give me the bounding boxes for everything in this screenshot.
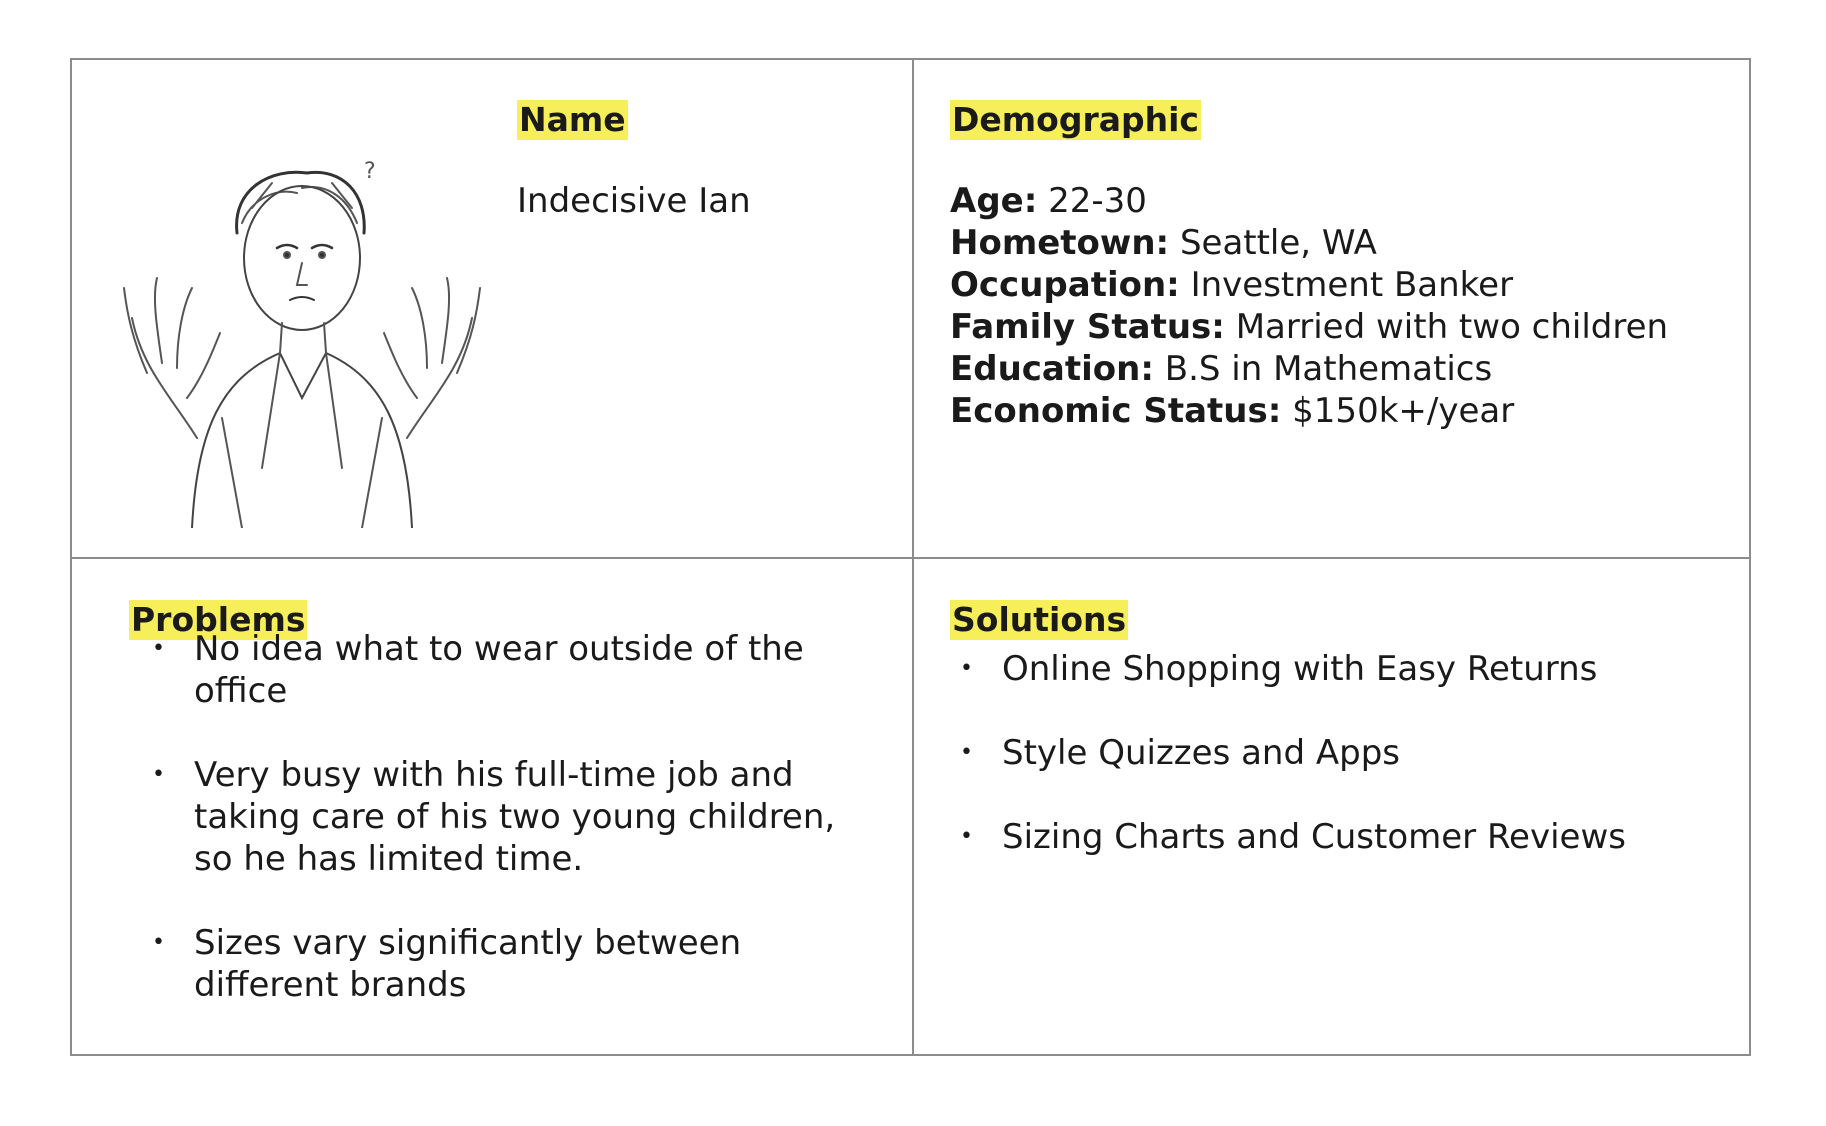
demographic-label: Hometown: — [950, 223, 1170, 263]
svg-text:?: ? — [364, 159, 376, 184]
name-heading: Name — [519, 100, 626, 139]
demographic-list — [950, 180, 1668, 432]
demographic-label: Education: — [950, 349, 1154, 389]
demographic-row-age — [950, 180, 1668, 222]
solutions-list — [942, 648, 1722, 900]
demographic-label: Economic Status: — [950, 391, 1282, 431]
persona-name: Indecisive Ian — [517, 181, 751, 221]
confused-man-sketch-icon — [102, 138, 492, 528]
problems-heading: Problems — [131, 600, 306, 639]
horizontal-divider — [72, 557, 1749, 559]
demographic-row-economic-status — [950, 390, 1668, 432]
demographic-value: Seattle, WA — [1179, 223, 1377, 263]
demographic-row-occupation — [950, 264, 1668, 306]
list-item: • Sizes vary significantly between different brands — [134, 922, 874, 1006]
list-item: • Style Quizzes and Apps — [942, 732, 1722, 774]
demographic-row-hometown — [950, 222, 1668, 264]
demographic-heading: Demographic — [952, 100, 1199, 139]
list-item: • Sizing Charts and Customer Reviews — [942, 816, 1722, 858]
demographic-label: Age: — [950, 181, 1038, 221]
list-item: • Very busy with his full-time job and taking care of his two young children, so he has limited time. — [134, 754, 874, 880]
demographic-value: $150k+/year — [1292, 391, 1515, 431]
solutions-heading: Solutions — [952, 600, 1127, 639]
demographic-row-education — [950, 348, 1668, 390]
list-item: • Online Shopping with Easy Returns — [942, 648, 1722, 690]
persona-grid — [70, 58, 1751, 1056]
demographic-label: Family Status: — [950, 307, 1225, 347]
demographic-label: Occupation: — [950, 265, 1180, 305]
problems-list — [134, 628, 874, 1048]
demographic-value: 22-30 — [1048, 181, 1147, 221]
demographic-value: B.S in Mathematics — [1164, 349, 1493, 389]
list-item: • No idea what to wear outside of the office — [134, 628, 874, 712]
demographic-row-family-status — [950, 306, 1668, 348]
demographic-value: Married with two children — [1235, 307, 1669, 347]
demographic-value: Investment Banker — [1190, 265, 1514, 305]
